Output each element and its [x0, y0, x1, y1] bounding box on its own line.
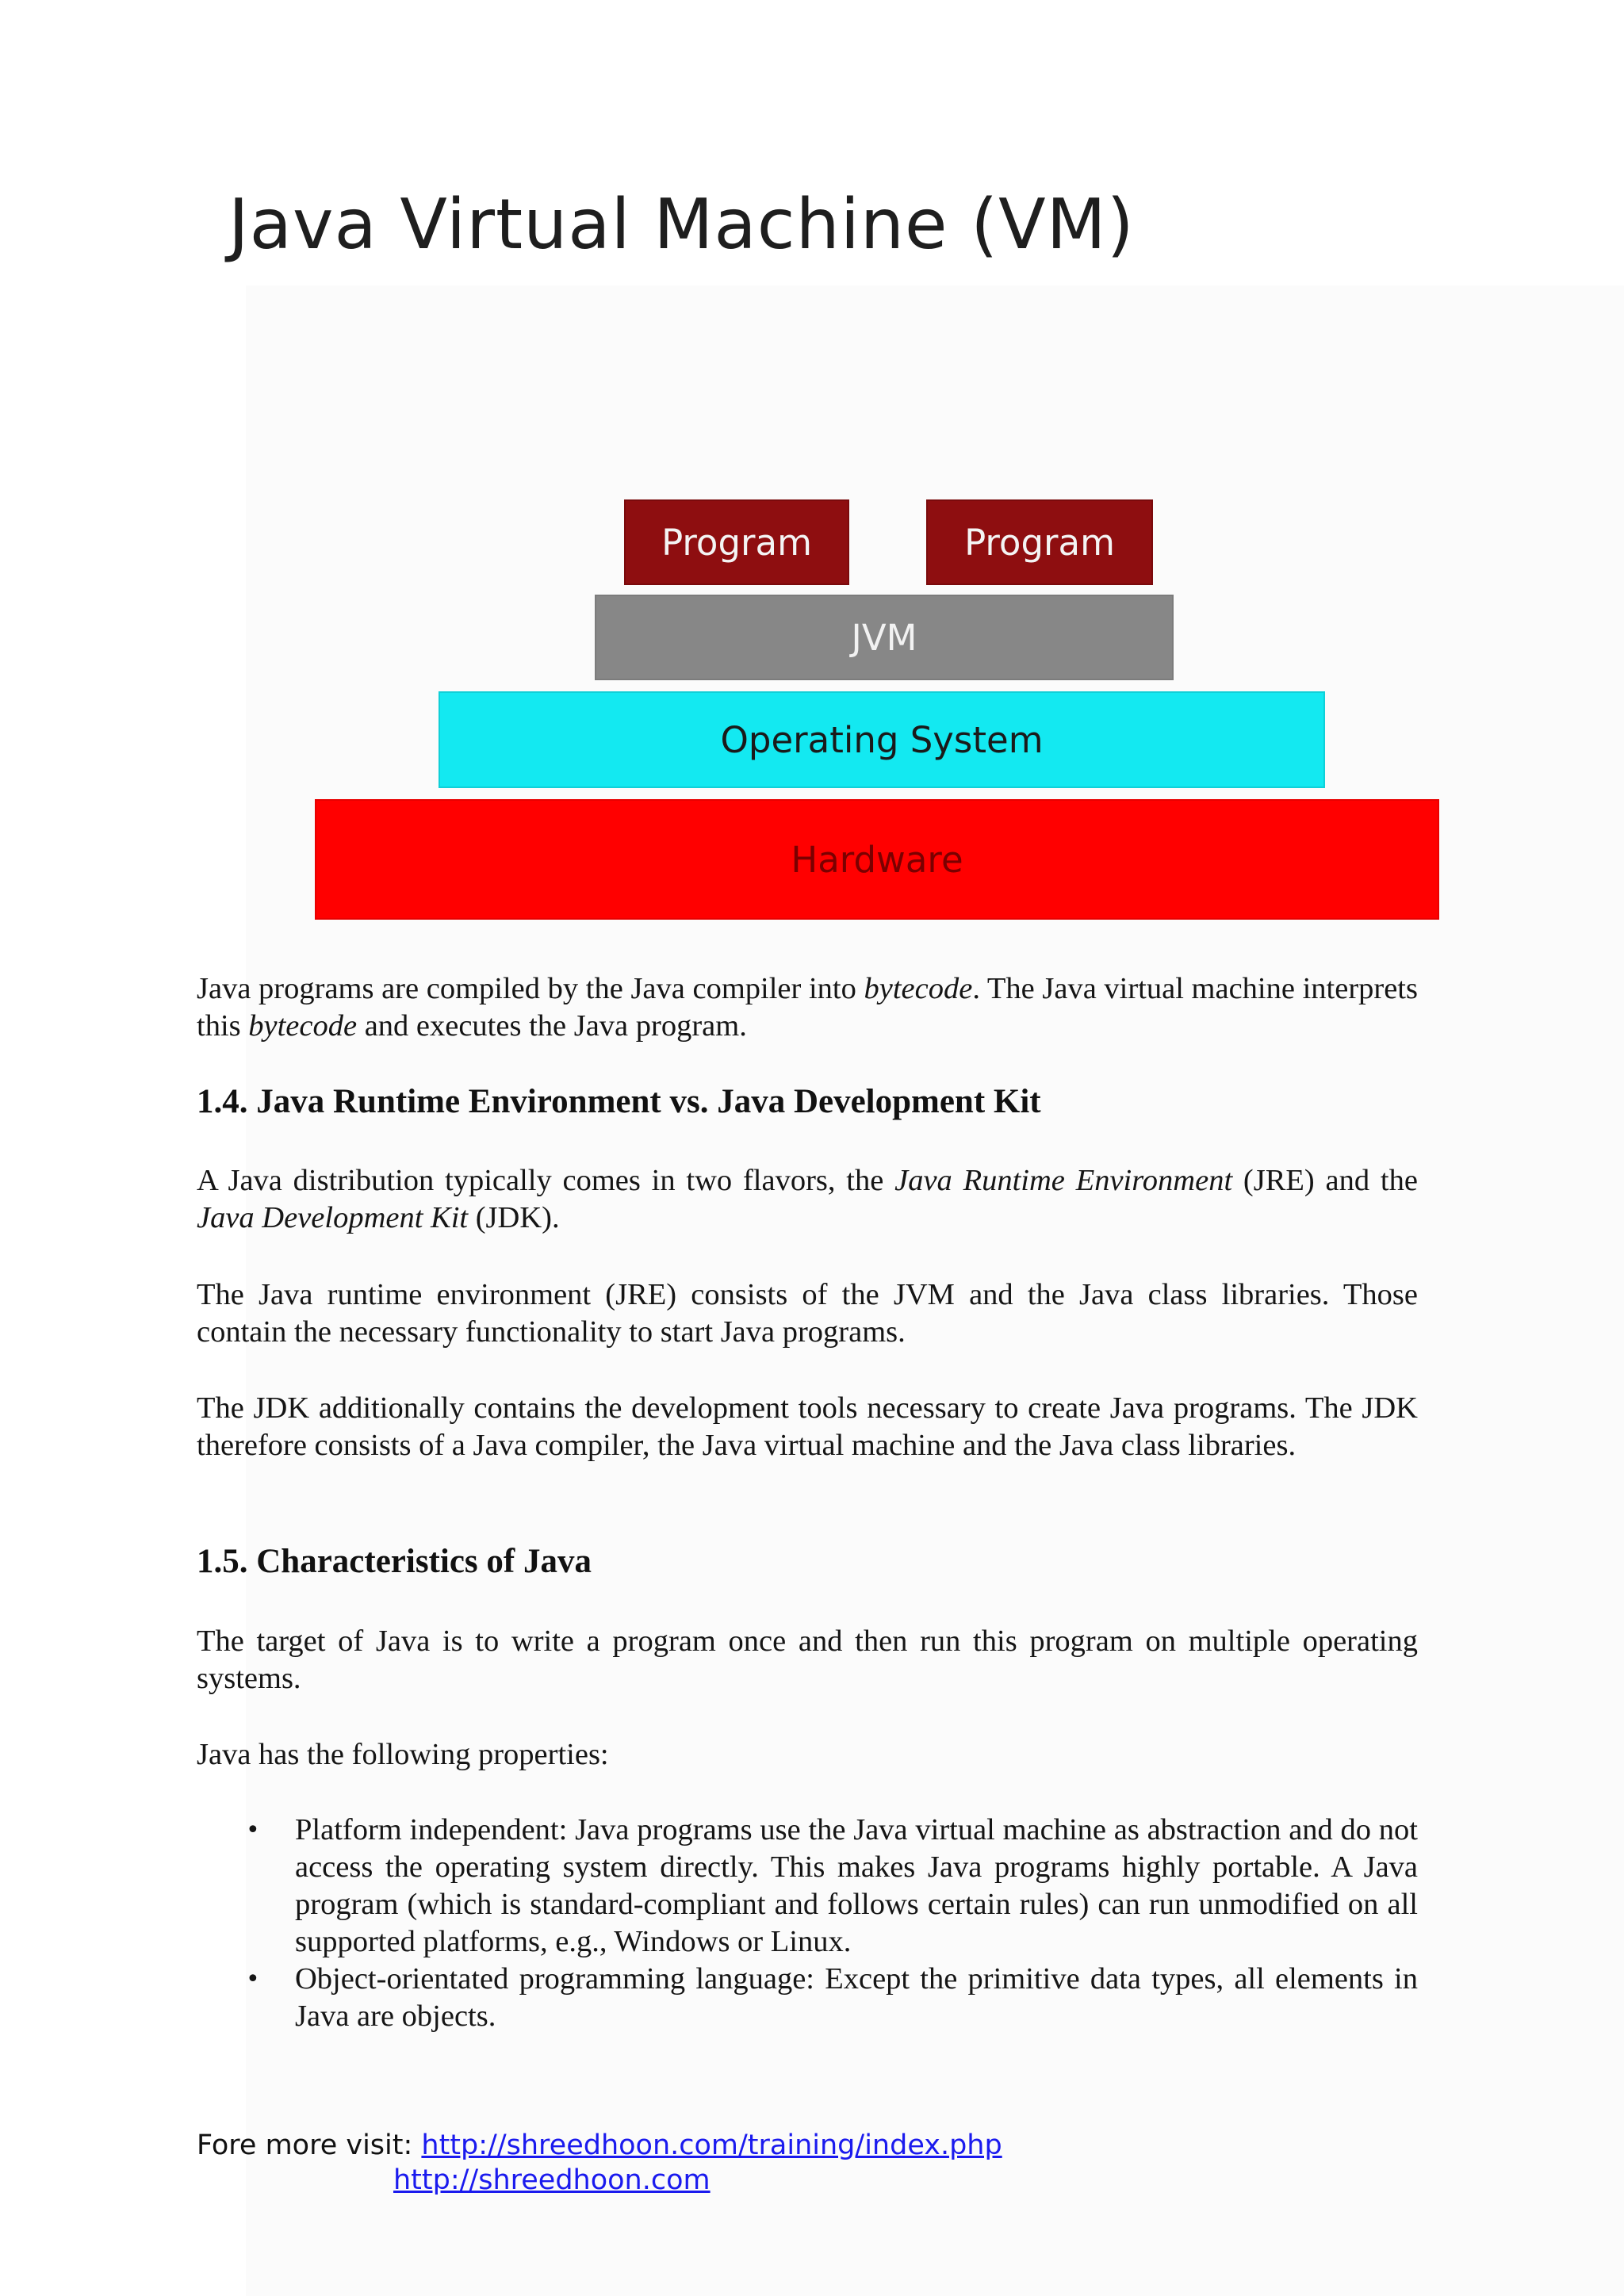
intro-emphasis-bytecode-1: bytecode — [864, 972, 973, 1005]
section-heading-1-4: 1.4. Java Runtime Environment vs. Java Development Kit — [197, 1083, 1041, 1120]
intro-text-2: . The Java virtual machine interprets this — [197, 972, 1418, 1043]
footer — [197, 2128, 1002, 2198]
intro-text-3: and executes the Java program. — [357, 1009, 747, 1043]
intro-paragraph — [197, 970, 1418, 1045]
bullet-icon: • — [246, 1816, 260, 1844]
list-item-text: Platform independent: Java programs use the Java virtual machine as abstraction and do not access the operating system directly. This makes Java programs highly portable. A Java program (which is standard-compliant and follows certain rules) can run unmodified on all supported platforms, e.g., Windows or Linux. — [295, 1813, 1418, 1958]
list-item-text: Object-orientated programming language: Except the primitive data types, all elements in Java are objects. — [295, 1962, 1418, 2033]
training-link[interactable]: http://shreedhoon.com/training/index.php — [421, 2130, 1002, 2161]
list-item — [197, 1812, 1418, 1961]
intro-emphasis-bytecode-2: bytecode — [248, 1009, 358, 1043]
operating-system-layer: Operating System — [439, 691, 1325, 788]
homepage-link[interactable]: http://shreedhoon.com — [393, 2164, 710, 2196]
bullet-icon: • — [246, 1965, 260, 1993]
intro-text-1: Java programs are compiled by the Java compiler into — [197, 972, 864, 1005]
java-target-paragraph: The target of Java is to write a program once and then run this program on multiple operating systems. — [197, 1624, 1418, 1695]
jdk-paragraph: The JDK additionally contains the development tools necessary to create Java programs. The JDK therefore consists of a Java compiler, the Java virtual machine and the Java class libraries. — [197, 1391, 1418, 1462]
jdk-emphasis: Java Development Kit — [197, 1201, 469, 1234]
section-heading-1-5: 1.5. Characteristics of Java — [197, 1543, 592, 1580]
slide-title: Java Virtual Machine (VM) — [228, 184, 1135, 265]
footer-label: Fore more visit: — [197, 2130, 422, 2161]
jre-jdk-text-3: (JDK). — [468, 1201, 560, 1234]
jre-jdk-paragraph — [197, 1162, 1418, 1237]
jre-paragraph: The Java runtime environment (JRE) consists of the JVM and the Java class libraries. Those contain the necessary functionality to start Java programs. — [197, 1278, 1418, 1349]
jre-jdk-text-1: A Java distribution typically comes in two flavors, the — [197, 1164, 895, 1197]
jvm-layer: JVM — [595, 595, 1174, 680]
list-item — [197, 1961, 1418, 2035]
program-block-1: Program — [624, 499, 849, 585]
jre-emphasis: Java Runtime Environment — [894, 1164, 1233, 1197]
properties-list — [197, 1812, 1418, 2035]
hardware-layer: Hardware — [315, 799, 1439, 920]
jre-jdk-text-2: (JRE) and the — [1232, 1164, 1418, 1197]
program-block-2: Program — [926, 499, 1153, 585]
properties-intro: Java has the following properties: — [197, 1738, 609, 1771]
